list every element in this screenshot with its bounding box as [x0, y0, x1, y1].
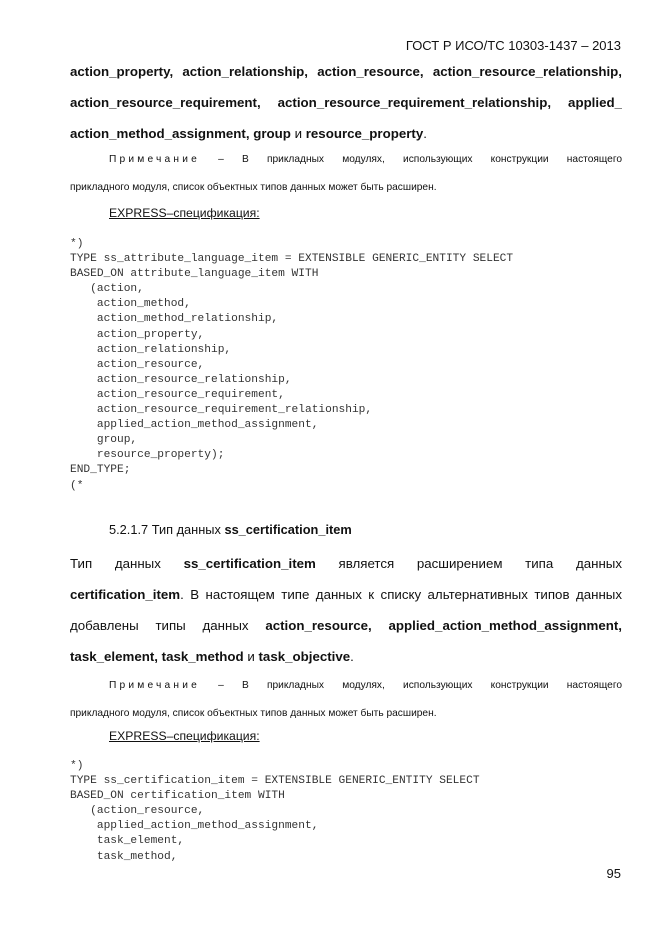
code-1-line: (*: [70, 479, 84, 492]
section-line-3: [70, 610, 622, 641]
section-paragraph: [70, 548, 622, 672]
note-2-line-1: [70, 672, 622, 700]
code-1-line: action_property,: [70, 328, 205, 341]
section-heading: [109, 522, 352, 537]
section-bold: ss_certification_item: [183, 556, 316, 571]
code-1-line: action_method_relationship,: [70, 313, 279, 326]
note-1-line-2: прикладного модуля, список объектных типов данных может быть расширен.: [70, 182, 437, 193]
note-1-text: В прикладных модулях, использующих конструкции настоящего: [242, 154, 622, 165]
intro-line-2: action_resource_requirement, action_resource_requirement_relationship, applied_: [70, 95, 622, 110]
note-2-text: В прикладных модулях, использующих конструкции настоящего: [242, 680, 622, 691]
section-line-2: [70, 579, 622, 610]
code-1-line: action_relationship,: [70, 343, 232, 356]
code-1-line: resource_property);: [70, 449, 225, 462]
section-type-name: ss_certification_item: [224, 522, 352, 537]
code-block-1: [70, 237, 513, 494]
page-number: 95: [606, 866, 621, 881]
section-bold: task_element, task_method: [70, 649, 244, 664]
section-number-title: 5.2.1.7 Тип данных: [109, 522, 225, 537]
section-bold: action_resource, applied_action_method_assignment,: [265, 618, 622, 633]
section-text: .: [350, 649, 354, 664]
code-2-line: task_method,: [70, 850, 178, 863]
section-text: добавлены типы данных: [70, 618, 266, 633]
section-line-4: [70, 641, 622, 672]
code-2-line: TYPE ss_certification_item = EXTENSIBLE GENERIC_ENTITY SELECT: [70, 775, 480, 788]
section-bold: certification_item: [70, 587, 181, 602]
intro-bold-a: action_method_assignment, group: [70, 126, 291, 141]
code-2-line: applied_action_method_assignment,: [70, 820, 319, 833]
code-1-line: BASED_ON attribute_language_item WITH: [70, 268, 319, 281]
code-1-line: action_resource,: [70, 358, 205, 371]
code-1-line: TYPE ss_attribute_language_item = EXTENSIBLE GENERIC_ENTITY SELECT: [70, 253, 514, 266]
intro-line-1: action_property, action_relationship, action_resource, action_resource_relationship,: [70, 64, 622, 79]
code-1-line: action_resource_requirement_relationship,: [70, 404, 373, 417]
intro-paragraph: [70, 56, 622, 149]
code-1-line: action_resource_relationship,: [70, 373, 292, 386]
intro-line-3: [70, 118, 622, 149]
code-1-line: action_resource_requirement,: [70, 388, 285, 401]
section-line-1: [70, 548, 622, 579]
section-text: является расширением типа данных: [315, 556, 622, 571]
code-1-line: END_TYPE;: [70, 464, 131, 477]
note-2-dash: –: [218, 680, 224, 691]
note-1-line-1: [70, 146, 622, 174]
code-2-line: (action_resource,: [70, 805, 205, 818]
document-header: ГОСТ Р ИСО/ТС 10303-1437 – 2013: [405, 38, 621, 53]
express-label-2: EXPRESS–спецификация:: [109, 729, 260, 743]
section-bold: task_objective: [258, 649, 351, 664]
note-1: [70, 146, 622, 202]
section-text: Тип данных: [70, 556, 184, 571]
note-1-label: Примечание: [109, 154, 200, 165]
intro-conj: и: [290, 126, 306, 141]
intro-period: .: [423, 126, 427, 141]
code-1-line: group,: [70, 434, 138, 447]
code-2-line: BASED_ON certification_item WITH: [70, 790, 285, 803]
code-2-line: *): [70, 760, 84, 772]
code-1-line: applied_action_method_assignment,: [70, 419, 319, 432]
code-2-line: task_element,: [70, 835, 185, 848]
note-2-line-2: прикладного модуля, список объектных типов данных может быть расширен.: [70, 708, 437, 719]
code-1-line: action_method,: [70, 298, 191, 311]
code-block-2: [70, 759, 480, 865]
express-label-1: EXPRESS–спецификация:: [109, 206, 260, 220]
code-1-line: *): [70, 238, 84, 250]
section-text: . В настоящем типе данных к списку альтернативных типов данных: [180, 587, 622, 602]
section-text: и: [243, 649, 259, 664]
intro-bold-b: resource_property: [305, 126, 424, 141]
note-2-label: Примечание: [109, 680, 200, 691]
note-1-dash: –: [218, 154, 224, 165]
code-1-line: (action,: [70, 283, 144, 296]
note-2: [70, 672, 622, 728]
